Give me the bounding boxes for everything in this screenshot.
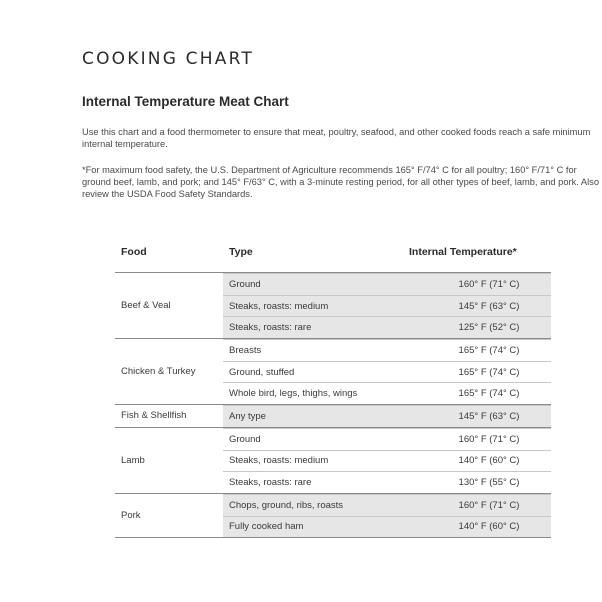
type-cell: Ground	[229, 433, 261, 445]
type-cell: Steaks, roasts: rare	[229, 322, 312, 334]
temp-cell: 140° F (60° C)	[458, 455, 520, 467]
table-row	[223, 382, 551, 404]
table-row	[223, 339, 551, 361]
temp-cell: 165° F (74° C)	[458, 388, 520, 400]
type-cell: Steaks, roasts: rare	[229, 477, 312, 489]
table-header	[115, 244, 551, 272]
type-cell: Any type	[229, 410, 266, 422]
temp-cell: 140° F (60° C)	[458, 521, 520, 533]
temp-cell: 160° F (71° C)	[458, 278, 520, 290]
table-row	[223, 450, 551, 472]
page-heading: COOKING CHART	[82, 49, 254, 69]
table-row	[223, 273, 551, 295]
temp-cell: 125° F (52° C)	[458, 322, 520, 334]
type-cell: Ground	[229, 278, 261, 290]
type-cell: Breasts	[229, 344, 262, 356]
group-beef-veal	[115, 272, 551, 338]
group-pork	[115, 493, 551, 538]
table-row	[223, 316, 551, 338]
table-row	[223, 494, 551, 516]
temp-cell: 145° F (63° C)	[458, 410, 520, 422]
table-row	[223, 295, 551, 317]
table-row	[223, 471, 551, 493]
group-lamb	[115, 427, 551, 493]
header-type: Type	[229, 246, 253, 258]
usda-note: *For maximum food safety, the U.S. Department of Agriculture recommends 165° F/74° C for all poultry; 160° F/71° C for ground beef, lamb, and pork; and 145° F/63° C, with a 3-minute resting period, for all other types of beef, lamb, and pork. Also review the USDA Food Safety Standards.	[82, 165, 599, 199]
header-food: Food	[121, 246, 147, 258]
table-row	[223, 405, 551, 427]
temp-cell: 160° F (71° C)	[458, 433, 520, 445]
type-cell: Ground, stuffed	[229, 366, 295, 378]
type-cell: Fully cooked ham	[229, 521, 304, 533]
type-cell: Whole bird, legs, thighs, wings	[229, 388, 358, 400]
food-cell: Fish & Shellfish	[121, 410, 187, 422]
food-cell: Lamb	[121, 454, 145, 466]
table-row	[223, 361, 551, 383]
type-cell: Steaks, roasts: medium	[229, 300, 329, 312]
type-cell: Chops, ground, ribs, roasts	[229, 499, 344, 511]
temp-cell: 165° F (74° C)	[458, 344, 520, 356]
type-cell: Steaks, roasts: medium	[229, 455, 329, 467]
group-fish-shellfish	[115, 404, 551, 427]
food-cell: Chicken & Turkey	[121, 366, 196, 378]
temp-cell: 160° F (71° C)	[458, 499, 520, 511]
temp-cell: 145° F (63° C)	[458, 300, 520, 312]
table-row	[223, 516, 551, 538]
header-temperature: Internal Temperature*	[409, 246, 517, 258]
temp-cell: 165° F (74° C)	[458, 366, 520, 378]
chart-title: Internal Temperature Meat Chart	[82, 94, 289, 109]
intro-paragraph: Use this chart and a food thermometer to ensure that meat, poultry, seafood, and other cooked foods reach a safe minimum internal temperature.	[82, 127, 591, 149]
temp-cell: 130° F (55° C)	[458, 477, 520, 489]
table-row	[223, 428, 551, 450]
group-chicken-turkey	[115, 338, 551, 404]
food-cell: Pork	[121, 510, 141, 522]
temperature-table	[115, 244, 551, 538]
food-cell: Beef & Veal	[121, 300, 171, 312]
